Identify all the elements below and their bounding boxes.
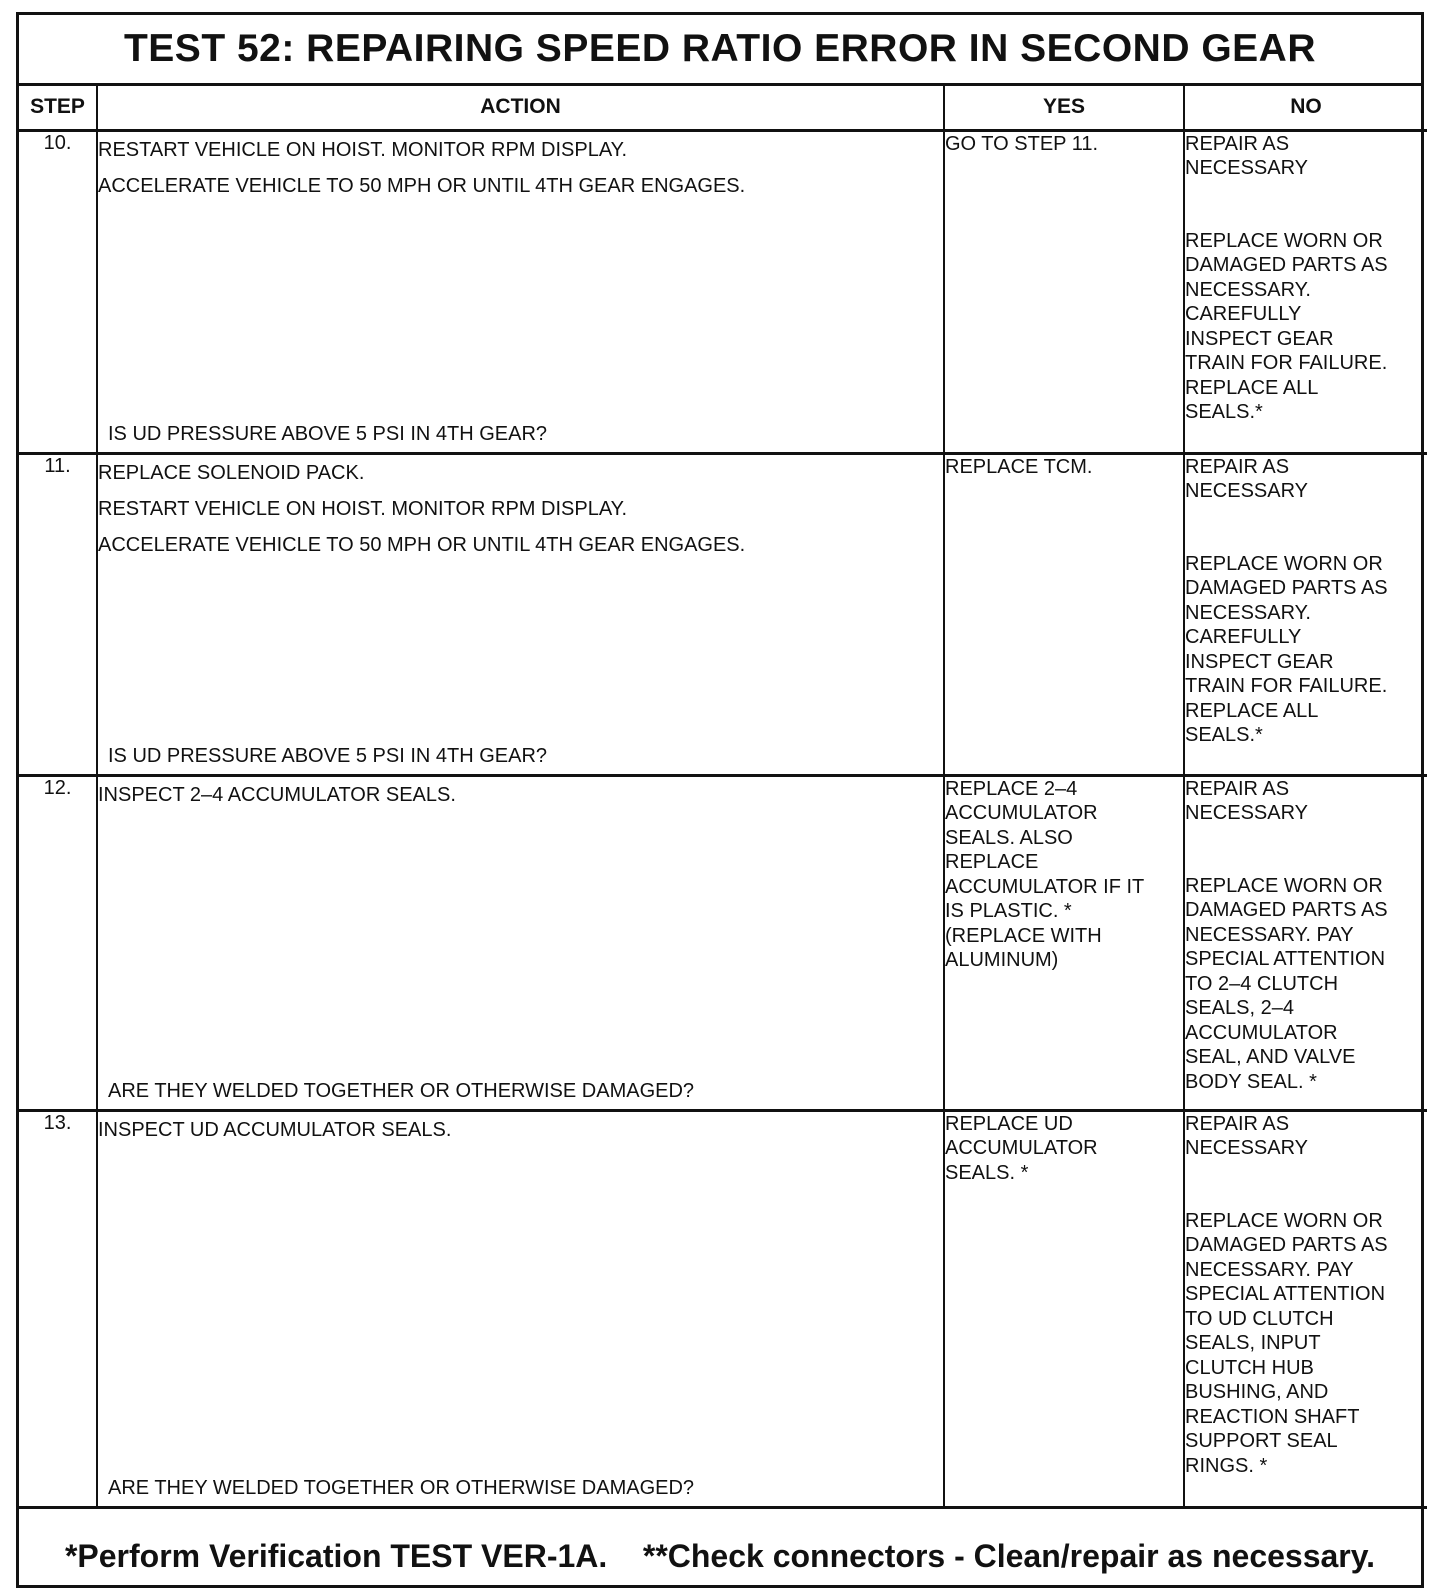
step-number: 11. xyxy=(19,453,97,775)
action-cell xyxy=(97,1110,944,1507)
action-line: ACCELERATE VEHICLE TO 50 MPH OR UNTIL 4TH GEAR ENGAGES. xyxy=(98,533,746,556)
footer-note: *Perform Verification TEST VER-1A. **Check connectors - Clean/repair as necessary. xyxy=(64,1537,1376,1574)
diagnostic-table xyxy=(19,86,1427,1509)
action-question: ARE THEY WELDED TOGETHER OR OTHERWISE DAMAGED? xyxy=(108,1079,695,1102)
step-number: 10. xyxy=(19,130,97,453)
no-text-primary: REPAIR AS NECESSARY xyxy=(1185,132,1309,179)
table-row xyxy=(19,1110,1427,1507)
no-text-secondary: REPLACE WORN OR DAMAGED PARTS AS NECESSARY. PAY SPECIAL ATTENTION TO UD CLUTCH SEALS, INPUT CLUTCH HUB BUSHING, AND REACTION SHAFT SUPPORT SEAL RINGS. * xyxy=(1185,1209,1388,1477)
yes-text: GO TO STEP 11. xyxy=(945,132,1099,155)
no-cell xyxy=(1184,453,1427,775)
yes-text: REPLACE TCM. xyxy=(945,455,1093,478)
action-line: ACCELERATE VEHICLE TO 50 MPH OR UNTIL 4TH GEAR ENGAGES. xyxy=(98,174,746,197)
action-question: ARE THEY WELDED TOGETHER OR OTHERWISE DAMAGED? xyxy=(108,1476,695,1499)
no-text-secondary: REPLACE WORN OR DAMAGED PARTS AS NECESSARY. CAREFULLY INSPECT GEAR TRAIN FOR FAILURE. REPLACE ALL SEALS.* xyxy=(1185,229,1388,423)
no-text-secondary: REPLACE WORN OR DAMAGED PARTS AS NECESSARY. CAREFULLY INSPECT GEAR TRAIN FOR FAILURE. REPLACE ALL SEALS.* xyxy=(1185,552,1388,746)
yes-cell xyxy=(944,775,1184,1110)
table-row xyxy=(19,130,1427,453)
action-cell xyxy=(97,453,944,775)
action-line: INSPECT UD ACCUMULATOR SEALS. xyxy=(98,1118,452,1141)
yes-text: REPLACE 2–4 ACCUMULATOR SEALS. ALSO REPLACE ACCUMULATOR IF IT IS PLASTIC. * (REPLACE WITH ALUMINUM) xyxy=(945,777,1145,971)
table-row xyxy=(19,775,1427,1110)
step-number: 12. xyxy=(19,775,97,1110)
action-line: REPLACE SOLENOID PACK. xyxy=(98,461,365,484)
test-sheet xyxy=(16,12,1424,1588)
action-cell xyxy=(97,775,944,1110)
no-cell xyxy=(1184,130,1427,453)
no-text-primary: REPAIR AS NECESSARY xyxy=(1185,1112,1309,1159)
no-cell xyxy=(1184,1110,1427,1507)
yes-cell xyxy=(944,130,1184,453)
header-row xyxy=(19,86,1427,130)
action-question: IS UD PRESSURE ABOVE 5 PSI IN 4TH GEAR? xyxy=(108,744,548,767)
yes-text: REPLACE UD ACCUMULATOR SEALS. * xyxy=(945,1112,1098,1184)
no-text-primary: REPAIR AS NECESSARY xyxy=(1185,777,1309,824)
no-cell xyxy=(1184,775,1427,1110)
table-row xyxy=(19,453,1427,775)
yes-cell xyxy=(944,1110,1184,1507)
action-line: RESTART VEHICLE ON HOIST. MONITOR RPM DISPLAY. xyxy=(98,497,628,520)
header-no: NO xyxy=(1184,86,1427,130)
header-yes: YES xyxy=(944,86,1184,130)
action-cell xyxy=(97,130,944,453)
action-line: RESTART VEHICLE ON HOIST. MONITOR RPM DISPLAY. xyxy=(98,138,628,161)
action-line: INSPECT 2–4 ACCUMULATOR SEALS. xyxy=(98,783,456,806)
yes-cell xyxy=(944,453,1184,775)
header-step: STEP xyxy=(19,86,97,130)
header-action: ACTION xyxy=(97,86,944,130)
no-text-secondary: REPLACE WORN OR DAMAGED PARTS AS NECESSARY. PAY SPECIAL ATTENTION TO 2–4 CLUTCH SEALS, 2–4 ACCUMULATOR SEAL, AND VALVE BODY SEAL. * xyxy=(1185,874,1388,1093)
no-text-primary: REPAIR AS NECESSARY xyxy=(1185,455,1309,502)
page-title: TEST 52: REPAIRING SPEED RATIO ERROR IN SECOND GEAR xyxy=(19,15,1421,86)
step-number: 13. xyxy=(19,1110,97,1507)
action-question: IS UD PRESSURE ABOVE 5 PSI IN 4TH GEAR? xyxy=(108,422,548,445)
